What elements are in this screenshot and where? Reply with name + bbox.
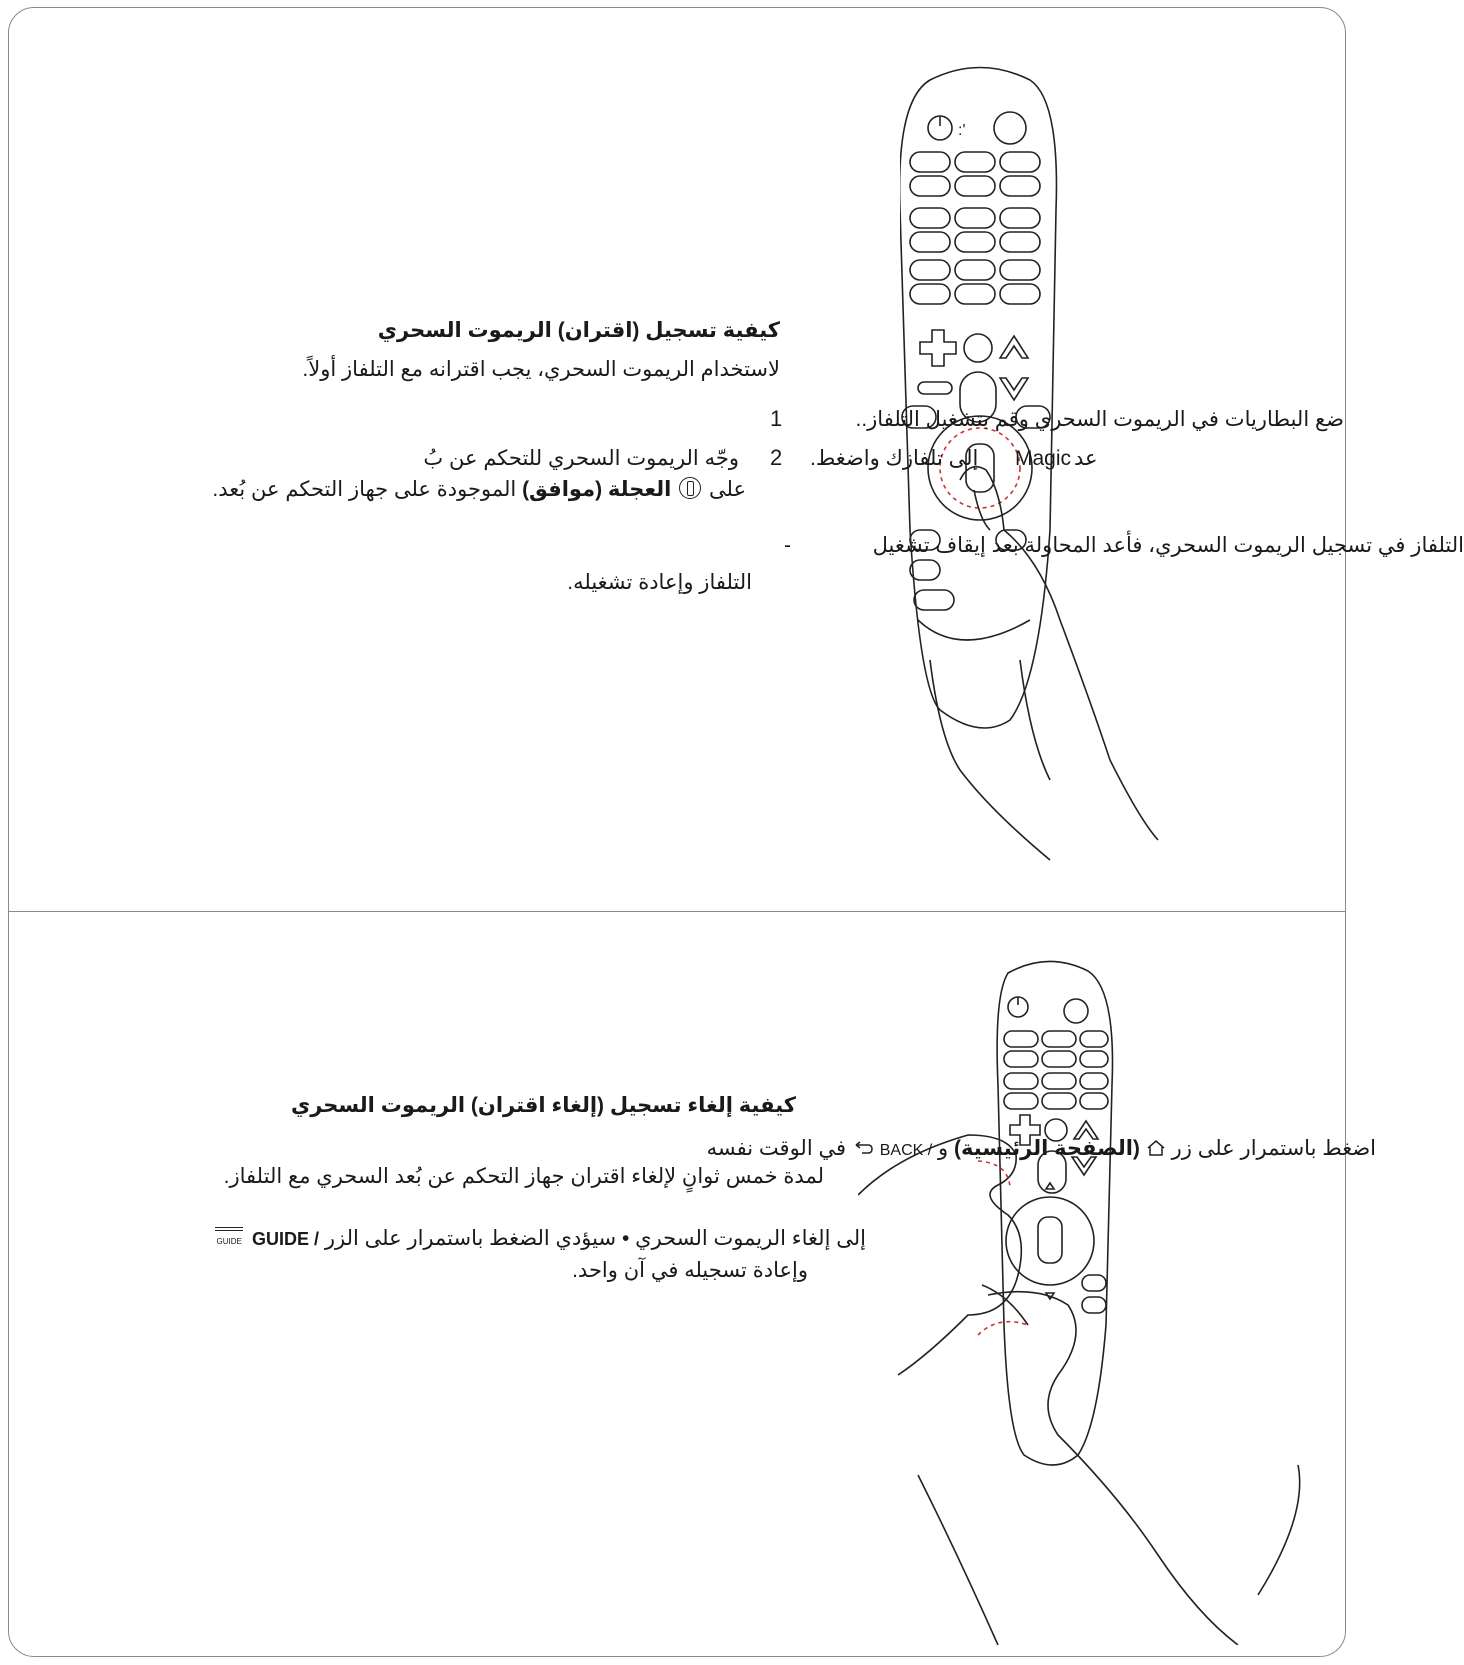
remote-control-illustration [900,60,1340,900]
pair-step2-line1-a: وجّه الريموت السحري للتحكم عن بُ [423,447,739,470]
home-icon [1146,1138,1166,1156]
guide-icon: GUIDE [212,1227,246,1246]
pair-step2-line1-c: إلى تلفازك واضغط. [810,447,979,470]
unpair-line1-b: و [938,1137,949,1160]
pair-step2-magic: Magic [1015,447,1072,470]
back-arrow-icon [852,1136,874,1150]
pair-note-line2: التلفاز وإعادة تشغيله. [567,571,752,594]
svg-text::': :' [958,122,966,139]
hand-illustration [858,955,1338,1645]
section-divider [9,911,1345,912]
unpair-bullet-text-b: إلى إلغاء الريموت السحري [635,1227,866,1250]
pair-step2-line1-b: عد [1074,447,1098,470]
pair-step2-bold: العجلة (موافق) [522,478,672,501]
pair-step2-suffix: الموجودة على جهاز التحكم عن بُعد. [212,478,517,501]
unpair-heading: كيفية إلغاء تسجيل (إلغاء اقتران) الريموت السحري [290,1094,796,1117]
pair-step2-prefix: على [709,478,746,501]
pair-heading: كيفية تسجيل (اقتران) الريموت السحري [377,319,780,342]
pair-note-dash: - [784,534,791,557]
pair-note-line1: التلفاز في تسجيل الريموت السحري، فأعد المحاولة بعد إيقاف تشغيل [872,534,1464,557]
wheel-icon [679,477,701,499]
pair-step1-text: ضع البطاريات في الريموت السحري وقم بتشغيل التلفاز.. [855,408,1344,431]
unpair-bullet-line2: وإعادة تسجيله في آن واحد. [572,1259,808,1282]
unpair-bullet-line1 [212,1226,866,1252]
pair-step2-line2 [212,477,746,503]
unpair-line1-c: في الوقت نفسه [706,1137,847,1160]
unpair-line2: لمدة خمس ثوانٍ لإلغاء اقتران جهاز التحكم عن بُعد السحري مع التلفاز. [223,1165,824,1188]
pair-step1-number: 1 [770,406,783,431]
unpair-guide-label: GUIDE / [251,1229,319,1249]
unpair-bullet: • [621,1227,630,1250]
pair-step2-number: 2 [770,445,783,470]
unpair-line1 [707,1136,1376,1164]
unpair-back-label: BACK / [879,1142,933,1159]
unpair-bullet-text-a: سيؤدي الضغط باستمرار على الزر [324,1227,617,1250]
pair-intro: لاستخدام الريموت السحري، يجب اقترانه مع التلفاز أولاً. [302,358,780,381]
unpair-line1-a: اضغط باستمرار على زر [1171,1137,1376,1160]
unpair-line1-bold: (الصفحة الرئيسية) [954,1137,1140,1160]
